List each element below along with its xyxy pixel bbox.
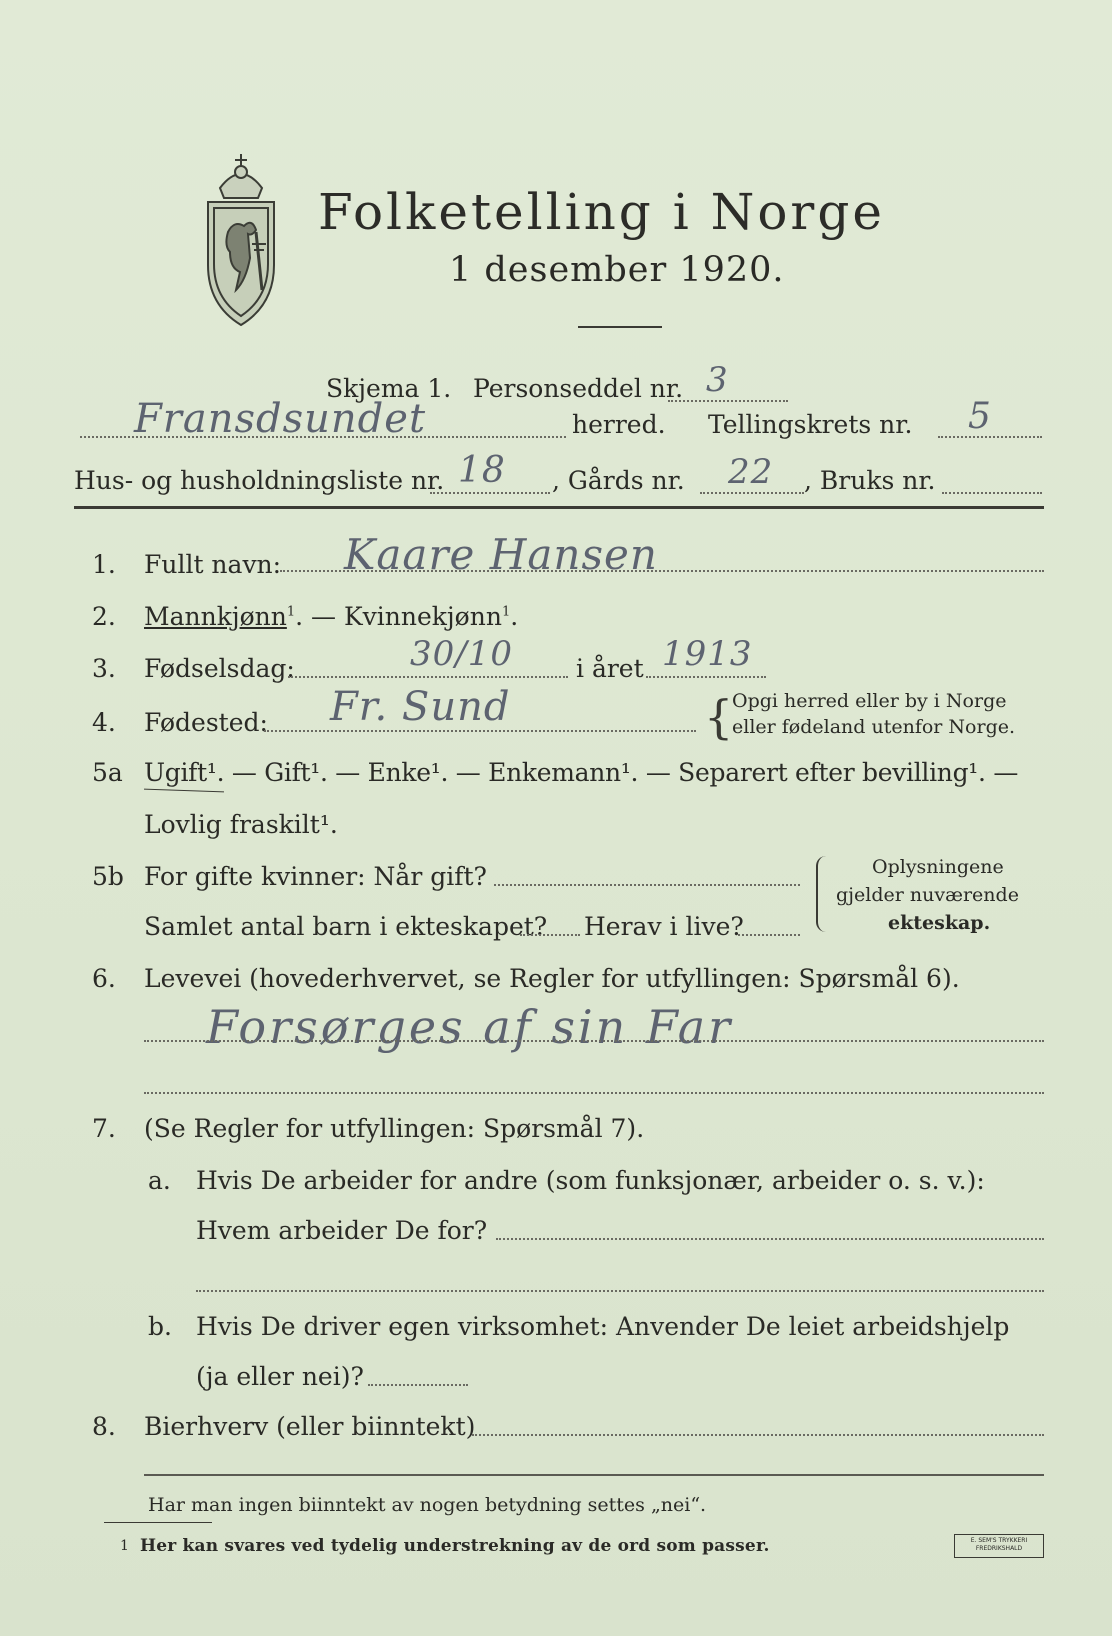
q7a-letter: a.	[148, 1166, 171, 1195]
q3-label: Fødselsdag:	[144, 654, 295, 683]
q5a-line1[interactable]: Ugift¹. — Gift¹. — Enke¹. — Enkemann¹. — Separert efter bevilling¹. —	[144, 758, 1019, 787]
q4-value[interactable]: Fr. Sund	[330, 684, 511, 730]
q8-label: Bierhverv (eller biinntekt)	[144, 1412, 476, 1441]
header-divider	[74, 506, 1044, 509]
q6-line1	[144, 1040, 1044, 1042]
husliste-value[interactable]: 18	[458, 450, 506, 491]
q5b-note-line2: gjelder nuværende	[836, 884, 1019, 906]
q5b-note-line1: Oplysningene	[872, 856, 1004, 878]
q6-number: 6.	[92, 964, 116, 993]
q7-number: 7.	[92, 1114, 116, 1143]
form-title: Folketelling i Norge	[318, 183, 885, 241]
footnote-mark: 1	[120, 1538, 129, 1554]
q4-label: Fødested:	[144, 708, 268, 737]
bruks-label: , Bruks nr.	[804, 466, 936, 495]
title-divider	[578, 326, 662, 328]
q4-brace: {	[704, 690, 734, 744]
q5a-ugift-underline	[144, 789, 224, 793]
q5b-line2b-field	[738, 934, 800, 936]
q2-end-2: .	[510, 602, 519, 631]
census-date: 1 desember 1920.	[449, 250, 785, 290]
q2-end: .	[295, 602, 304, 631]
bruks-line	[942, 492, 1042, 494]
q2-male-option[interactable]: Mannkjønn	[144, 602, 287, 631]
gards-value[interactable]: 22	[728, 452, 774, 492]
q3-value[interactable]: 30/10	[410, 634, 513, 674]
q5b-bracket	[816, 856, 830, 932]
husliste-label: Hus- og husholdningsliste nr.	[74, 466, 445, 495]
gards-label: , Gårds nr.	[552, 466, 685, 495]
q3-year-value[interactable]: 1913	[662, 634, 753, 674]
q6-value[interactable]: Forsørges af sin Far	[206, 1000, 734, 1054]
tellingskrets-label: Tellingskrets nr.	[708, 410, 913, 439]
herred-label: herred.	[572, 410, 666, 439]
q7b-letter: b.	[148, 1312, 172, 1341]
q3-year-line	[646, 676, 766, 678]
q1-number: 1.	[92, 550, 116, 579]
q5b-line2a: Samlet antal barn i ekteskapet?	[144, 912, 548, 941]
q6-label: Levevei (hovederhvervet, se Regler for utfyllingen: Spørsmål 6).	[144, 964, 960, 993]
husliste-line	[430, 492, 550, 494]
q3-line	[288, 676, 568, 678]
q4-line	[264, 730, 696, 732]
q7b-line2-field	[368, 1384, 468, 1386]
q5b-line2a-field	[520, 934, 580, 936]
printer-stamp	[954, 1534, 1044, 1558]
q7b-line1: Hvis De driver egen virksomhet: Anvender De leiet arbeidshjelp	[196, 1312, 1010, 1341]
q4-note-line2: eller fødeland utenfor Norge.	[732, 716, 1016, 738]
q2-number: 2.	[92, 602, 116, 631]
q5b-line1-field	[494, 884, 800, 886]
q4-number: 4.	[92, 708, 116, 737]
footer-note: Har man ingen biinntekt av nogen betydning settes „nei“.	[148, 1494, 707, 1516]
norway-coat-of-arms-icon	[200, 140, 282, 330]
personseddel-label: Personseddel nr.	[473, 374, 684, 403]
q1-value[interactable]: Kaare Hansen	[344, 530, 658, 579]
q5b-line2b: Herav i live?	[584, 912, 744, 941]
q7a-line2-field	[496, 1238, 1044, 1240]
printer-stamp-text: E. SEM'S TRYKKERI FREDRIKSHALD	[970, 1537, 1028, 1552]
gards-line	[700, 492, 804, 494]
q8-line2	[144, 1474, 1044, 1476]
q8-line1-field	[472, 1434, 1044, 1436]
q7b-line2: (ja eller nei)?	[196, 1362, 364, 1391]
q7a-line2: Hvem arbeider De for?	[196, 1216, 488, 1245]
q2-options	[144, 602, 518, 631]
q7-label: (Se Regler for utfyllingen: Spørsmål 7).	[144, 1114, 645, 1143]
q3-number: 3.	[92, 654, 116, 683]
q7a-line1: Hvis De arbeider for andre (som funksjonær, arbeider o. s. v.):	[196, 1166, 985, 1195]
q1-label: Fullt navn:	[144, 550, 282, 579]
q5b-note-line3: ekteskap.	[888, 912, 991, 934]
personseddel-value[interactable]: 3	[706, 360, 729, 400]
q5a-number: 5a	[92, 758, 123, 787]
q2-female-option[interactable]: — Kvinnekjønn	[311, 602, 502, 631]
q5b-line1: For gifte kvinner: Når gift?	[144, 862, 487, 891]
q2-footnote-mark: 1	[286, 604, 296, 620]
q6-line2	[144, 1092, 1044, 1094]
q8-number: 8.	[92, 1412, 116, 1441]
personseddel-line	[668, 400, 788, 402]
footer-divider	[104, 1522, 212, 1523]
q2-footnote-mark-2: 1	[501, 604, 511, 620]
q5a-line2[interactable]: Lovlig fraskilt¹.	[144, 810, 338, 839]
skjema-label: Skjema 1.	[326, 374, 452, 403]
tellingskrets-value[interactable]: 5	[968, 396, 992, 437]
q5b-number: 5b	[92, 862, 124, 891]
q7a-line3-field	[196, 1290, 1044, 1292]
q4-note-line1: Opgi herred eller by i Norge	[732, 690, 1007, 712]
footnote-text: Her kan svares ved tydelig understrekning av de ord som passer.	[140, 1536, 770, 1556]
q3-year-label: i året	[576, 654, 644, 683]
herred-value[interactable]: Fransdsundet	[134, 396, 427, 442]
